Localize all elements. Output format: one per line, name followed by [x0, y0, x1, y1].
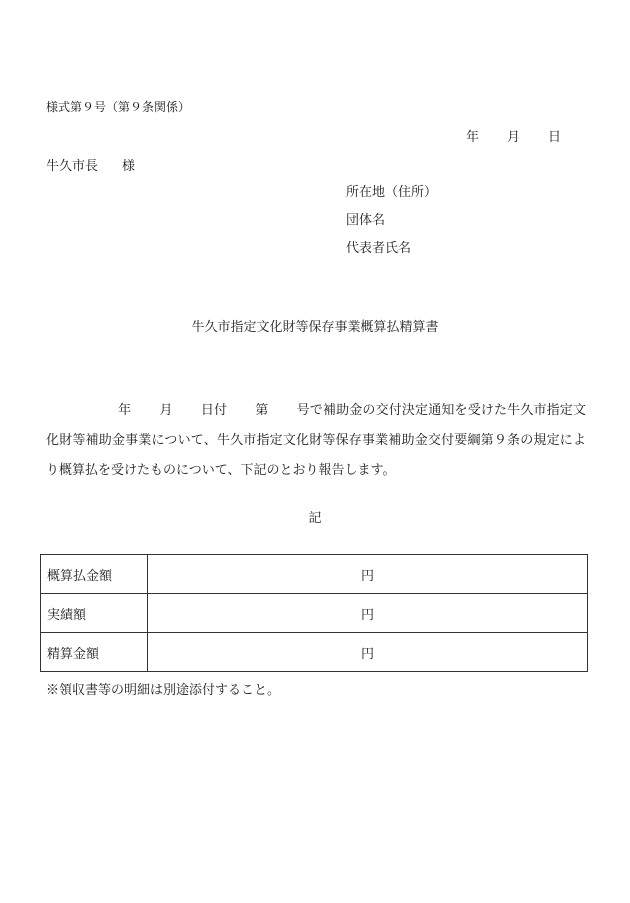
body-date-suffix: 日付: [200, 403, 228, 418]
row-value-cell[interactable]: [148, 633, 588, 672]
date-line: [466, 126, 561, 145]
table-row: [41, 594, 588, 633]
row-label: 概算払金額: [41, 555, 148, 594]
date-year: 年: [466, 130, 480, 145]
row-value-cell[interactable]: [148, 555, 588, 594]
row-label: 精算金額: [41, 633, 148, 672]
body-number-prefix: 第: [255, 403, 269, 418]
row-unit: 円: [360, 646, 374, 662]
date-day: 日: [548, 130, 562, 145]
row-value-cell[interactable]: [148, 594, 588, 633]
body-year: 年: [118, 403, 132, 418]
row-unit: 円: [360, 568, 374, 584]
applicant-representative-label: 代表者氏名: [346, 241, 412, 256]
applicant-address-label: 所在地（住所）: [346, 185, 438, 200]
table-row: [41, 633, 588, 672]
applicant-group-label: 団体名: [346, 213, 386, 228]
date-month: 月: [507, 130, 521, 145]
addressee: [46, 155, 135, 174]
form-number: 様式第９号（第９条関係）: [46, 100, 191, 114]
ki-heading: 記: [308, 511, 322, 526]
addressee-name: 牛久市長: [46, 159, 99, 174]
row-label: 実績額: [41, 594, 148, 633]
addressee-honorific: 様: [122, 159, 136, 174]
amounts-table: [40, 554, 588, 672]
body-text: 号で補助金の交付決定通知を受けた牛久市指定文化財等補助金事業について、牛久市指定文化財等保存事業補助金交付要綱第９条の規定により概算払を受けたものについて、下記のとおり報告します。: [46, 403, 586, 478]
footnote: ※領収書等の明細は別途添付すること。: [46, 683, 281, 698]
document-title: 牛久市指定文化財等保存事業概算払精算書: [191, 320, 439, 335]
body-paragraph: [46, 396, 586, 486]
row-unit: 円: [360, 607, 374, 623]
body-month: 月: [159, 403, 173, 418]
table-row: [41, 555, 588, 594]
